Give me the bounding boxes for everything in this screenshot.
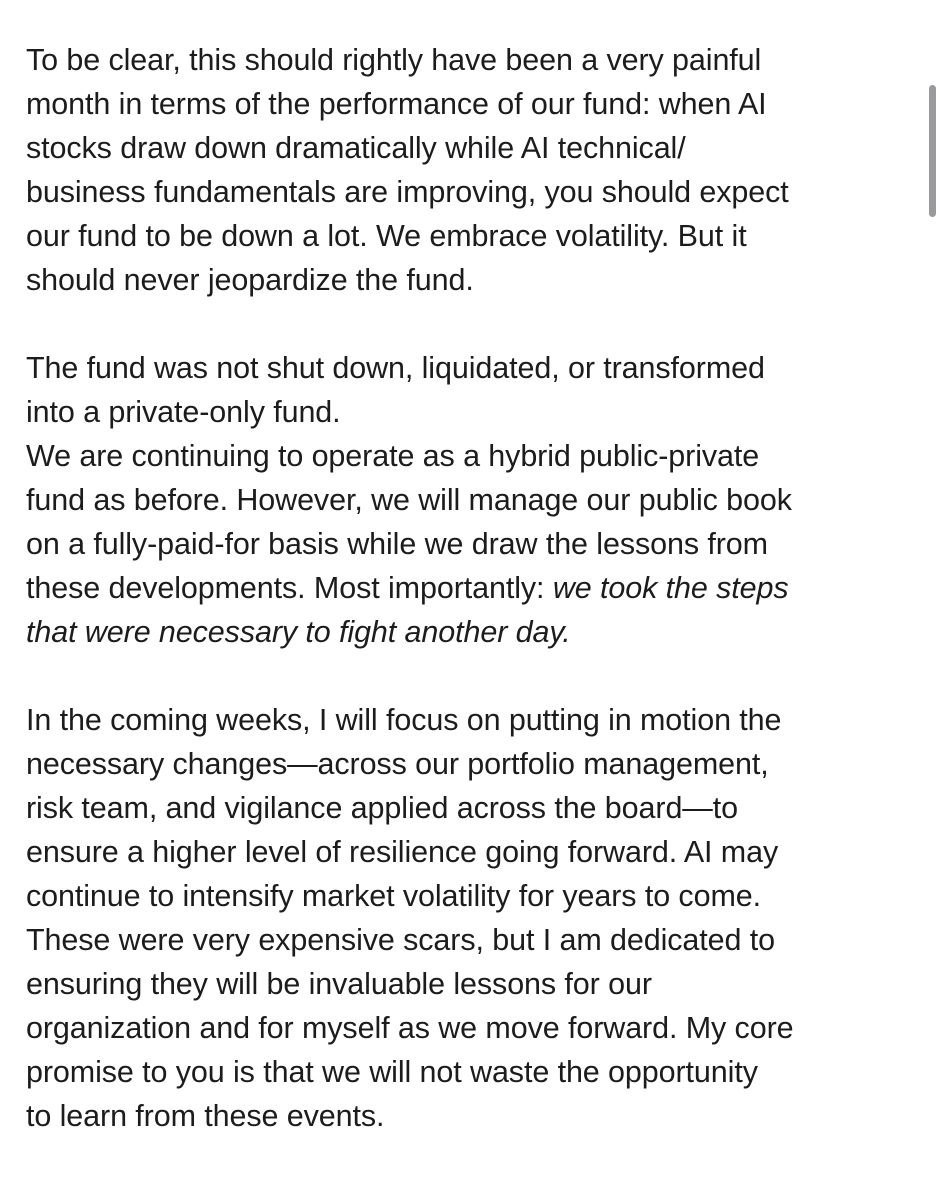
text-line: month in terms of the performance of our fund: when AI [26, 87, 767, 121]
text-line: should never jeopardize the fund. [26, 263, 474, 297]
text-line: organization and for myself as we move forward. My core [26, 1011, 794, 1045]
text-line: We are continuing to operate as a hybrid public-private [26, 439, 760, 473]
italic-emphasis: we took the steps [552, 571, 789, 605]
text-line: into a private-only fund. [26, 395, 341, 429]
paragraph-2 [26, 346, 926, 654]
text-line: ensure a higher level of resilience going forward. AI may [26, 835, 779, 869]
text-line: stocks draw down dramatically while AI technical/ [26, 131, 686, 165]
text-line: promise to you is that we will not waste the opportunity [26, 1055, 758, 1089]
text-line-mixed [26, 566, 926, 610]
text-line: fund as before. However, we will manage our public book [26, 483, 792, 517]
text-line: on a fully-paid-for basis while we draw the lessons from [26, 527, 768, 561]
italic-emphasis-line: that were necessary to fight another day. [26, 615, 571, 649]
text-line: continue to intensify market volatility for years to come. [26, 879, 761, 913]
text-line: ensuring they will be invaluable lessons for our [26, 967, 652, 1001]
text-line: To be clear, this should rightly have been a very painful [26, 43, 762, 77]
text-line: business fundamentals are improving, you should expect [26, 175, 789, 209]
text-line: These were very expensive scars, but I am dedicated to [26, 923, 775, 957]
paragraph-1 [26, 38, 926, 302]
text-line: our fund to be down a lot. We embrace volatility. But it [26, 219, 747, 253]
document-body [26, 38, 926, 1182]
text-line: In the coming weeks, I will focus on putting in motion the [26, 703, 782, 737]
text-line: necessary changes—across our portfolio management, [26, 747, 769, 781]
text-segment: these developments. Most importantly: [26, 571, 553, 605]
vertical-scrollbar[interactable] [929, 85, 936, 217]
paragraph-3 [26, 698, 926, 1138]
text-line: The fund was not shut down, liquidated, or transformed [26, 351, 765, 385]
text-line: risk team, and vigilance applied across the board—to [26, 791, 738, 825]
text-line: to learn from these events. [26, 1099, 385, 1133]
